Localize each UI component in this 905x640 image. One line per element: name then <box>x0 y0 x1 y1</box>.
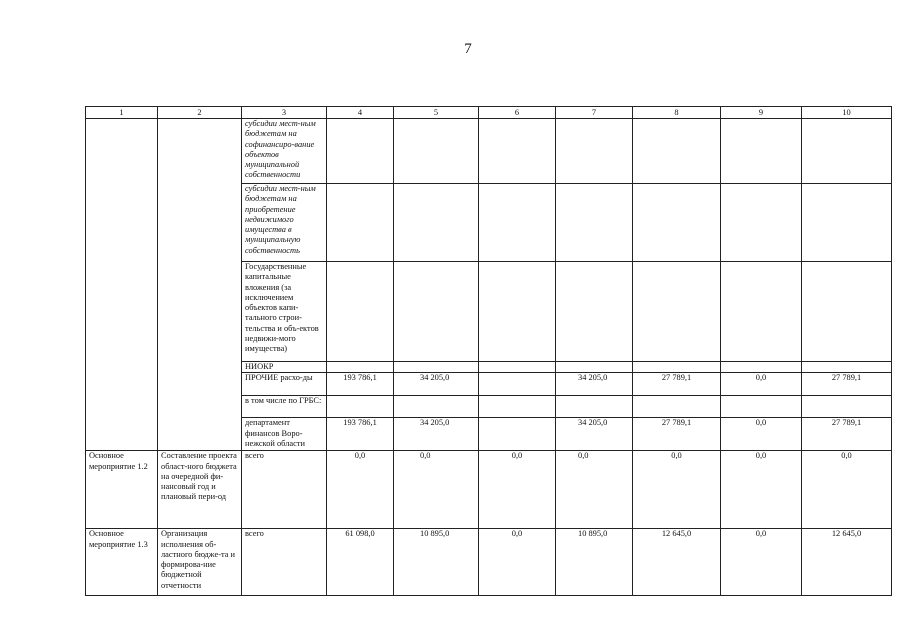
value-cell: 0,0 <box>633 451 721 529</box>
value-cell <box>721 396 802 418</box>
header-cell: 8 <box>633 107 721 119</box>
value-cell: 34 205,0 <box>394 418 479 451</box>
value-cell: 193 786,1 <box>327 418 394 451</box>
empty-cell <box>158 119 242 451</box>
header-cell: 5 <box>394 107 479 119</box>
value-cell <box>394 119 479 184</box>
value-cell <box>633 396 721 418</box>
expense-type-cell: в том числе по ГРБС: <box>242 396 327 418</box>
activity-cell: Основное мероприятие 1.2 <box>86 451 158 529</box>
activity-description-cell: Организация исполнения об-ластного бюдже-та и формирова-ние бюджетной отчетности <box>158 529 242 596</box>
value-cell: 34 205,0 <box>556 418 633 451</box>
value-cell <box>479 119 556 184</box>
value-cell <box>556 362 633 373</box>
value-cell: 0,0 <box>479 451 556 529</box>
table-row <box>86 529 892 596</box>
header-cell: 3 <box>242 107 327 119</box>
expense-type-cell: департамент финансов Воро-нежской области <box>242 418 327 451</box>
value-cell <box>479 184 556 262</box>
value-cell <box>556 396 633 418</box>
value-cell <box>802 119 892 184</box>
expense-type-cell: всего <box>242 451 327 529</box>
header-cell: 1 <box>86 107 158 119</box>
activity-cell: Основное мероприятие 1.3 <box>86 529 158 596</box>
header-row <box>86 107 892 119</box>
value-cell: 0,0 <box>394 451 479 529</box>
expense-type-cell: НИОКР <box>242 362 327 373</box>
expense-type-cell: Государственные капитальные вложения (за исключением объектов капи-тального строи-тельства и объ-ектов недвижи-мого имущества) <box>242 262 327 362</box>
value-cell <box>479 418 556 451</box>
value-cell <box>556 184 633 262</box>
value-cell <box>802 362 892 373</box>
value-cell: 0,0 <box>556 451 633 529</box>
value-cell: 34 205,0 <box>394 373 479 396</box>
header-cell: 9 <box>721 107 802 119</box>
header-cell: 4 <box>327 107 394 119</box>
value-cell <box>721 362 802 373</box>
value-cell: 0,0 <box>721 529 802 596</box>
value-cell: 0,0 <box>802 451 892 529</box>
value-cell <box>556 262 633 362</box>
value-cell <box>327 119 394 184</box>
value-cell <box>556 119 633 184</box>
activity-description-cell: Составление проекта област-ного бюджета на очередной фи-нансовый год и плановый пери-од <box>158 451 242 529</box>
empty-cell <box>86 119 158 451</box>
value-cell <box>479 262 556 362</box>
value-cell <box>394 184 479 262</box>
header-cell: 6 <box>479 107 556 119</box>
value-cell <box>802 262 892 362</box>
value-cell <box>633 119 721 184</box>
value-cell: 0,0 <box>479 529 556 596</box>
value-cell <box>633 362 721 373</box>
budget-table <box>85 106 892 596</box>
value-cell <box>327 184 394 262</box>
value-cell <box>327 396 394 418</box>
value-cell: 61 098,0 <box>327 529 394 596</box>
table-row <box>86 119 892 184</box>
value-cell: 27 789,1 <box>802 418 892 451</box>
value-cell <box>721 184 802 262</box>
value-cell <box>479 373 556 396</box>
value-cell: 193 786,1 <box>327 373 394 396</box>
expense-type-cell: субсидии мест-ным бюджетам на приобретение недвижимого имущества в муниципальную собственность <box>242 184 327 262</box>
value-cell <box>327 362 394 373</box>
value-cell <box>721 119 802 184</box>
value-cell <box>327 262 394 362</box>
header-cell: 2 <box>158 107 242 119</box>
value-cell: 34 205,0 <box>556 373 633 396</box>
value-cell <box>721 262 802 362</box>
value-cell: 0,0 <box>721 451 802 529</box>
table-row <box>86 451 892 529</box>
value-cell: 12 645,0 <box>633 529 721 596</box>
value-cell <box>394 396 479 418</box>
value-cell: 0,0 <box>721 418 802 451</box>
value-cell <box>479 396 556 418</box>
header-cell: 7 <box>556 107 633 119</box>
expense-type-cell: ПРОЧИЕ расхо-ды <box>242 373 327 396</box>
value-cell: 0,0 <box>721 373 802 396</box>
header-cell: 10 <box>802 107 892 119</box>
value-cell <box>394 262 479 362</box>
value-cell: 10 895,0 <box>556 529 633 596</box>
value-cell <box>394 362 479 373</box>
value-cell <box>802 396 892 418</box>
value-cell <box>633 184 721 262</box>
value-cell: 27 789,1 <box>802 373 892 396</box>
value-cell: 0,0 <box>327 451 394 529</box>
value-cell: 10 895,0 <box>394 529 479 596</box>
expense-type-cell: всего <box>242 529 327 596</box>
page-number: 7 <box>464 41 472 57</box>
value-cell: 27 789,1 <box>633 418 721 451</box>
value-cell <box>802 184 892 262</box>
value-cell <box>479 362 556 373</box>
value-cell <box>633 262 721 362</box>
value-cell: 12 645,0 <box>802 529 892 596</box>
expense-type-cell: субсидии мест-ным бюджетам на софинансиро-вание объектов муниципальной собственности <box>242 119 327 184</box>
value-cell: 27 789,1 <box>633 373 721 396</box>
